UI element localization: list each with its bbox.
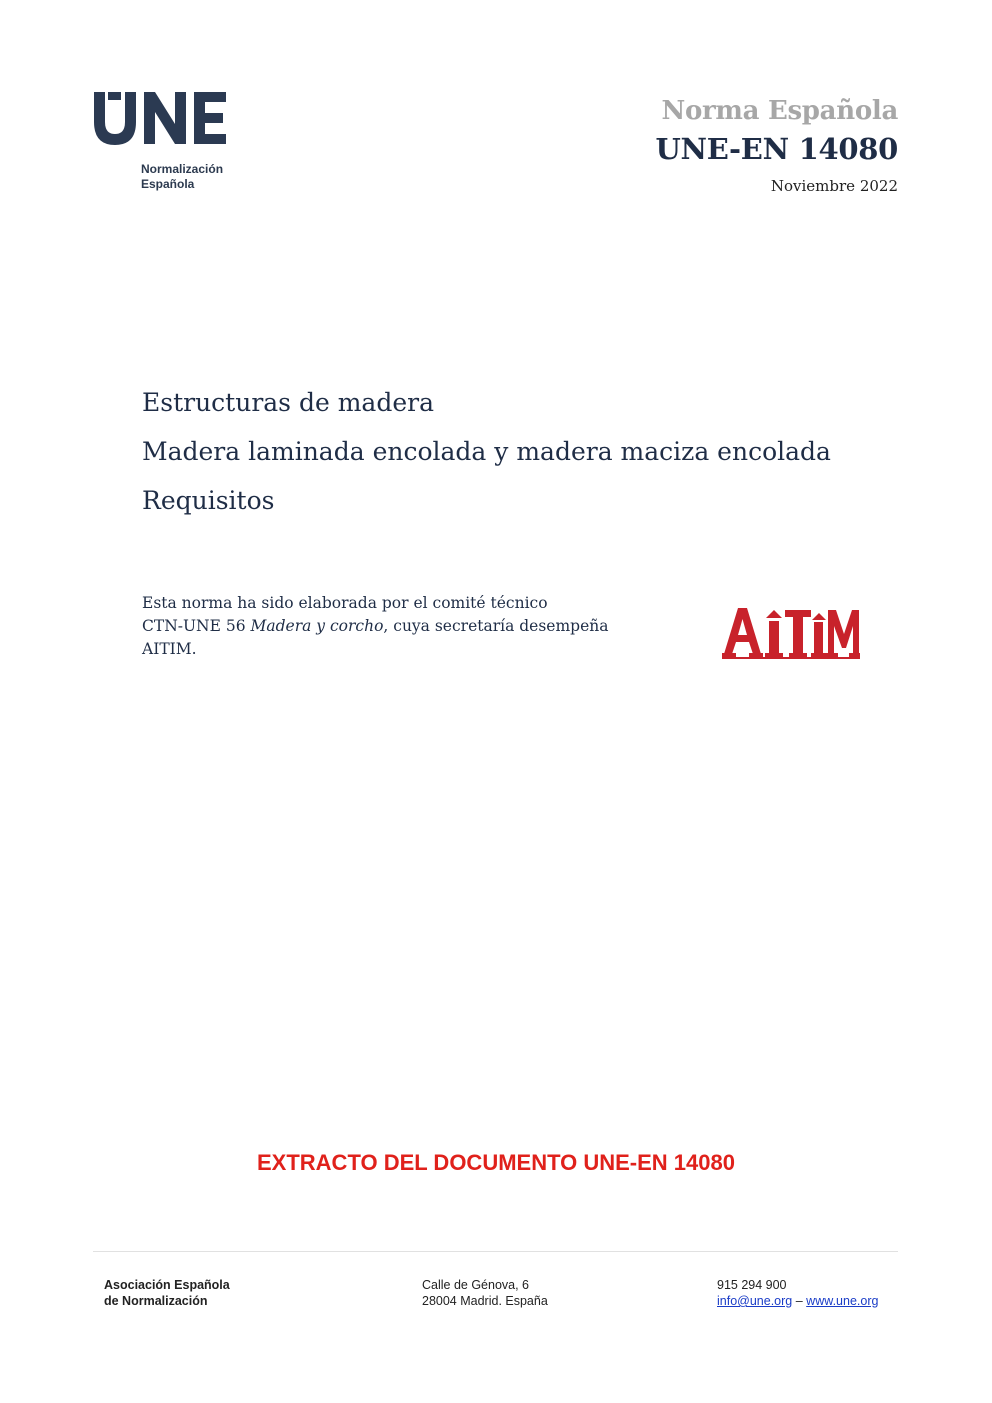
- document-titles: [142, 384, 831, 531]
- norma-code: UNE-EN 14080: [655, 132, 898, 166]
- address-line1: Calle de Génova, 6: [422, 1278, 530, 1292]
- phone-number: 915 294 900: [717, 1278, 787, 1292]
- title-line: Estructuras de madera: [142, 388, 434, 417]
- logo-subtitle-line2: Española: [141, 177, 195, 191]
- footer-divider: [93, 1251, 898, 1252]
- title-line: Requisitos: [142, 486, 275, 515]
- description-line2-prefix: CTN-UNE 56: [142, 617, 251, 635]
- norma-label: Norma Española: [661, 96, 898, 126]
- committee-name: Madera y corcho: [250, 617, 384, 635]
- org-line1: Asociación Española: [104, 1278, 230, 1292]
- description-line2-suffix: , cuya secretaría desempeña: [383, 617, 609, 635]
- email-link[interactable]: info@une.org: [717, 1294, 793, 1308]
- logo-subtitle-line1: Normalización: [141, 162, 224, 176]
- extract-notice: EXTRACTO DEL DOCUMENTO UNE-EN 14080: [257, 1150, 735, 1175]
- aitim-logo: [722, 600, 860, 660]
- link-separator: –: [795, 1294, 803, 1308]
- footer-address: [422, 1277, 548, 1309]
- title-line: Madera laminada encolada y madera maciza encolada: [142, 437, 831, 466]
- committee-description: [142, 592, 682, 661]
- logo-subtitle: [141, 162, 223, 192]
- address-line2: 28004 Madrid. España: [422, 1294, 548, 1308]
- website-link[interactable]: www.une.org: [806, 1294, 879, 1308]
- org-line2: de Normalización: [104, 1294, 208, 1308]
- description-line1: Esta norma ha sido elaborada por el comité técnico: [142, 594, 548, 612]
- description-line3: AITIM.: [142, 640, 197, 658]
- footer-organization: [104, 1277, 230, 1309]
- contact-links: [717, 1293, 878, 1309]
- footer-contact: [717, 1277, 878, 1309]
- publication-date: Noviembre 2022: [770, 177, 898, 195]
- une-logo: [92, 88, 232, 148]
